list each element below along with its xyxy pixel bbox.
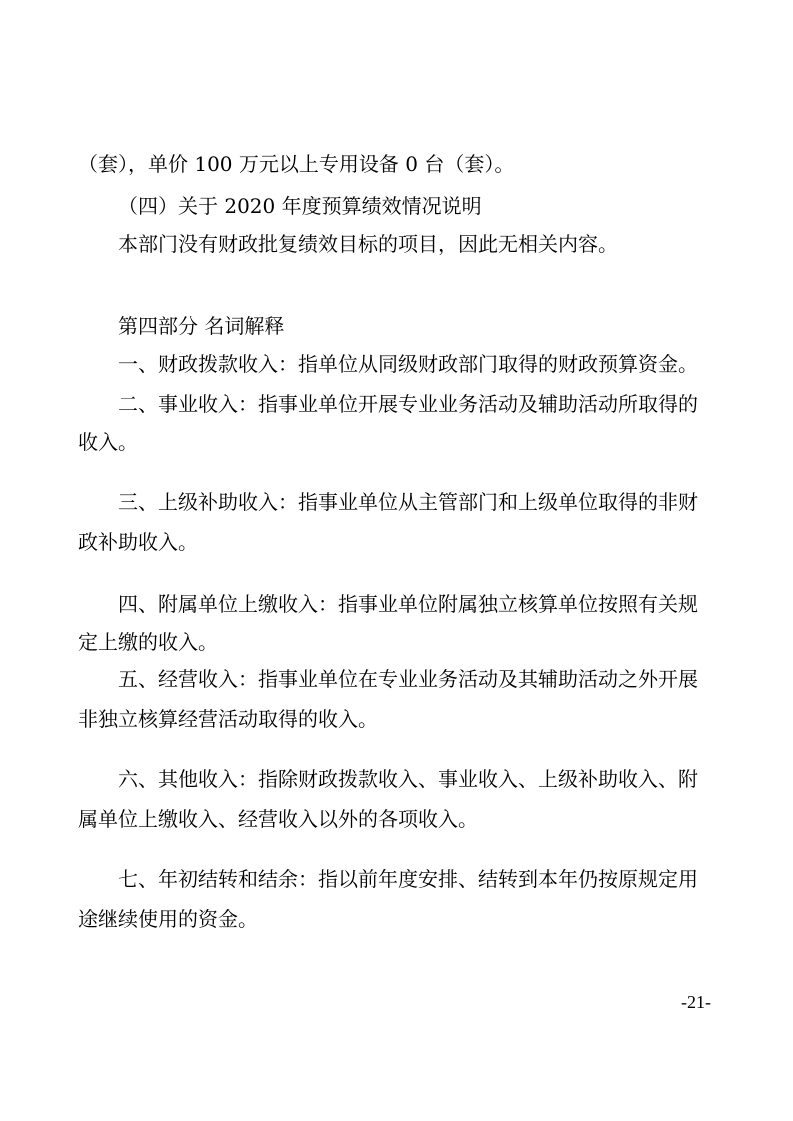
definition-continuation: 政补助收入。 (78, 530, 198, 554)
definition-continuation: 收入。 (78, 430, 138, 454)
section-heading: （四）关于 2020 年度预算绩效情况说明 (118, 194, 482, 218)
definition-continuation: 非独立核算经营活动取得的收入。 (78, 707, 378, 731)
definition-continuation: 途继续使用的资金。 (78, 907, 258, 931)
definition-continuation: 定上缴的收入。 (78, 630, 218, 654)
definition-line: 四、附属单位上缴收入：指事业单位附属独立核算单位按照有关规 (118, 592, 698, 616)
definition-line: 三、上级补助收入：指事业单位从主管部门和上级单位取得的非财 (118, 490, 698, 514)
definition-line: 一、财政拨款收入：指单位从同级财政部门取得的财政预算资金。 (118, 352, 698, 376)
text-line: 本部门没有财政批复绩效目标的项目，因此无相关内容。 (118, 232, 618, 256)
definition-continuation: 属单位上缴收入、经营收入以外的各项收入。 (78, 807, 478, 831)
definition-line: 二、事业收入：指事业单位开展专业业务活动及辅助活动所取得的 (118, 392, 698, 416)
part-heading: 第四部分 名词解释 (118, 314, 285, 338)
text-line: （套），单价 100 万元以上专用设备 0 台（套）。 (78, 152, 515, 176)
page-number: -21- (681, 992, 711, 1012)
definition-line: 五、经营收入：指事业单位在专业业务活动及其辅助活动之外开展 (118, 667, 698, 691)
definition-line: 六、其他收入：指除财政拨款收入、事业收入、上级补助收入、附 (118, 767, 698, 791)
definition-line: 七、年初结转和结余：指以前年度安排、结转到本年仍按原规定用 (118, 867, 698, 891)
